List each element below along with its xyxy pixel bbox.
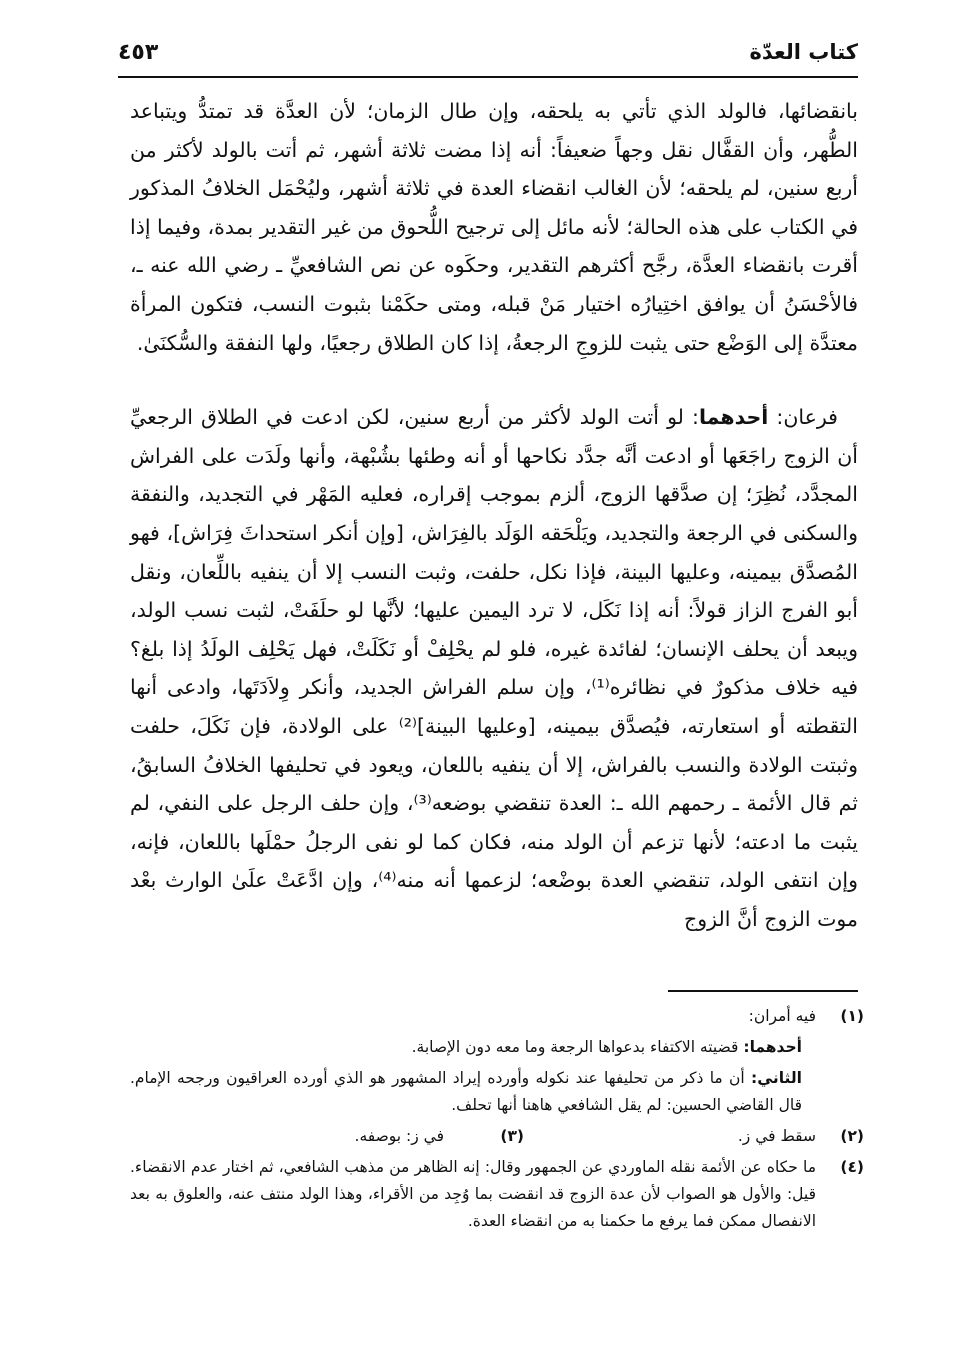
footnote-2-text: سقط في ز. <box>737 1127 816 1145</box>
footnote-1-intro: فيه أمران: <box>748 1007 816 1025</box>
footnote-1-second-text: أن ما ذكر من تحليفها عند نكوله وأورده إيراد المشهور هو الذي أورده العراقيون ورجحه الإمام. قال القاضي الحسين: لم يقل الشافعي هاهنا أنها تحلف. <box>130 1069 802 1114</box>
footnote-3-number: (٣) <box>500 1127 524 1145</box>
branches-label: فرعان: <box>776 405 838 430</box>
footnote-2-number: (٢) <box>840 1127 864 1145</box>
first-branch-term: أحدهما <box>698 405 769 430</box>
footnote-1 <box>130 1003 864 1119</box>
footnotes <box>130 1003 864 1239</box>
footnote-1-second <box>130 1065 816 1119</box>
paragraph-2 <box>130 398 858 938</box>
footnote-1-second-label: الثاني: <box>751 1069 802 1087</box>
paragraph-2-text: : لو أتت الولد لأكثر من أربع سنين، لكن ادعت في الطلاق الرجعيِّ أن الزوج راجَعَها أو ادعت أنَّه جدَّد نكاحها أو أنه وطئها بشُبْهة، وأنها ولَدَت على الفراش المجدَّد، نُظِرَ؛ إن صدَّقها الزوج، ألزم بموجب إقراره، فعليه المَهْر في التجديد، والنفقة والسكنى في الرجعة والتجديد، ويَلْحَقه الوَلَد بالفِرَاش، [وإن أنكر استحداثَ فِرَاش]، فهو المُصدَّق بيمينه، وعليها البينة، فإذا نكل، حلفت، وثبت النسب إلا أن ينفيه باللِّعان، ونقل أبو الفرج الزاز قولاً: أنه إذا نَكَل، لا ترد اليمين عليها؛ لأنَّها لو حلَفَتْ، لثبت نسب الولد، ويبعد أن يحلف الإنسان؛ لفائدة غيره، فلو لم يحْلِفْ أو نَكَلَتْ، فهل يَحْلِف الولَدُ إذا بلغ؟ فيه خلاف مذكورٌ في نظائره⁽¹⁾، وإن سلم الفراش الجديد، وأنكر وِلاَدَتَها، وادعى أنها التقطته أو استعارته، فيُصدَّق بيمينه، [وعليها البينة]⁽²⁾ على الولادة، فإن نَكَلَ، حلفت وثبتت الولادة والنسب بالفراش، إلا أن ينفيه باللعان، ويعود في تحليفها الخلافُ السابقُ، ثم قال الأئمة ـ رحمهم الله ـ: العدة تنقضي بوضعه⁽³⁾، وإن حلف الرجل على النفي، لم يثبت ما ادعته؛ لأنها تزعم أن الولد منه، فكان كما لو نفى الرجلُ حمْلَها باللعان، فإنه، وإن انتفى الولد، تنقضي العدة بوضْعه؛ لزعمها أنه منه⁽⁴⁾، وإن ادَّعَتْ علَىٰ الوارث بعْد موت الزوج أنَّ الزوج <box>130 405 858 931</box>
footnote-1-first-label: أحدهما: <box>743 1038 802 1056</box>
paragraph-1: بانقضائها، فالولد الذي تأتي به يلحقه، وإن طال الزمان؛ لأن العدَّة قد تمتدُّ ويتباعد الطُّهر، وأن القفَّال نقل وجهاً ضعيفاً: أنه إذا مضت ثلاثة أشهر، ثم أتت بالولد لأكثر من أربع سنين، لم يلحقه؛ لأن الغالب انقضاء العدة في ثلاثة أشهر، وليُحْمَل الخلافُ المذكور في الكتاب على هذه الحالة؛ لأنه مائل إلى ترجيح اللُّحوق من غير التقدير بمدة، وفيما إذا أقرت بانقضاء العدَّة، رجَّح أكثرهم التقدير، وحكَوه عن نص الشافعيِّ ـ رضي الله عنه ـ، فالأحْسَنُ أن يوافق اختِيارُه اختيار مَنْ قبله، ومتى حكَمْنا بثبوت النسب، فتكون المرأة معتدَّة إلى الوَضْع حتى يثبت للزوجِ الرجعةُ، إذا كان الطلاق رجعيًا، ولها النفقة والسُّكنَىٰ. <box>130 99 858 355</box>
footnote-1-number: (١) <box>840 1007 864 1025</box>
footnote-4 <box>130 1154 864 1235</box>
book-title: كتاب العدّة <box>749 40 858 64</box>
main-text <box>130 92 858 938</box>
footnote-4-text: ما حكاه عن الأئمة نقله الماوردي عن الجمهور وقال: إنه الظاهر من مذهب الشافعي، ثم اختار عدم الانقضاء. قيل: والأول هو الصواب لأن عدة الزوج قد انقضت بما وُجِد من الأقراء، وهذا الولد منتف عنه، والعلوق به بعد الانفصال ممكن فما يرفع ما حكمنا به من انقضاء العدة. <box>130 1158 816 1230</box>
page-number: ٤٥٣ <box>118 40 159 65</box>
footnote-1-first <box>130 1034 816 1061</box>
footnotes-2-3-row <box>130 1123 864 1150</box>
footnote-3-text: في ز: بوصفه. <box>354 1127 444 1145</box>
footnote-1-first-text: قضيته الاكتفاء بدعواها الرجعة وما معه دون الإصابة. <box>411 1038 739 1056</box>
footnote-4-number: (٤) <box>840 1158 864 1176</box>
running-header <box>118 36 858 78</box>
footnote-separator <box>668 990 858 992</box>
